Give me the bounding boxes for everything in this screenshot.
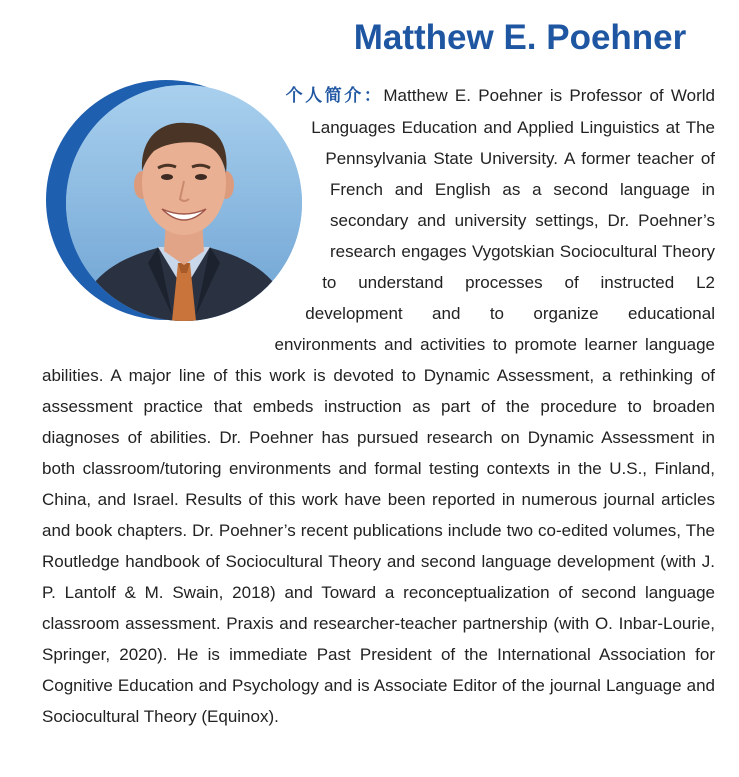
bio-paragraph: [42, 80, 715, 732]
page-title: Matthew E. Poehner: [353, 18, 687, 57]
portrait-container: [42, 80, 330, 352]
portrait-photo: [66, 85, 302, 321]
bio-text: Matthew E. Poehner is Professor of World Languages Education and Applied Linguistics at The Pennsylvania State University. A former teacher of French and English as a second language in secondary and university settings, Dr. Poehner’s research engages Vygotskian Sociocultural Theory to understand processes of instructed L2 development and to organize educational environments and activities to promote learner language abilities. A major line of this work is devoted to Dynamic Assessment, a rethinking of assessment practice that embeds instruction as part of the procedure to broaden diagnoses of abilities. Dr. Poehner has pursued research on Dynamic Assessment in both classroom/tutoring environments and formal testing contexts in the U.S., Finland, China, and Israel. Results of this work have been reported in numerous journal articles and book chapters. Dr. Poehner’s recent publications include two co-edited volumes, The Routledge handbook of Sociocultural Theory and second language development (with J. P. Lantolf & M. Swain, 2018) and Toward a reconceptualization of second language classroom assessment. Praxis and researcher-teacher partnership (with O. Inbar-Lourie, Springer, 2020). He is immediate Past President of the International Association for Cognitive Education and Psychology and is Associate Editor of the journal Language and Sociocultural Theory (Equinox).: [42, 86, 715, 726]
bio-label: 个人简介：: [285, 86, 384, 106]
